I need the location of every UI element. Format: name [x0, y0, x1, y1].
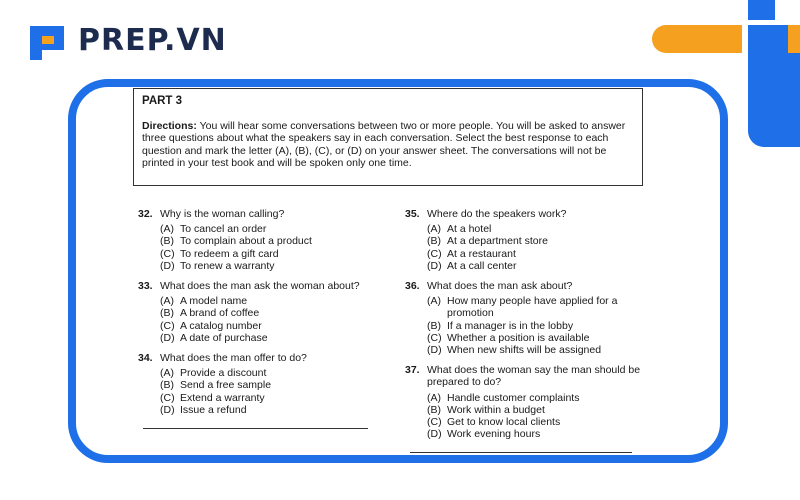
question-text: What does the man offer to do? — [160, 352, 307, 365]
option-c: (C) To redeem a gift card — [160, 247, 279, 260]
question-32 — [138, 208, 378, 272]
question-35 — [405, 208, 645, 272]
option-b: (B) To complain about a product — [160, 235, 312, 248]
option-d: (D) A date of purchase — [160, 331, 268, 344]
question-34 — [138, 352, 378, 416]
option-d: (D) Work evening hours — [427, 428, 541, 441]
option-a: (A) To cancel an order — [160, 223, 267, 236]
option-a: (A) At a hotel — [427, 223, 492, 236]
directions-paragraph — [142, 120, 634, 170]
question-number: 33. — [138, 280, 153, 293]
option-d: (D) At a call center — [427, 259, 517, 272]
questions-right-column — [405, 208, 645, 448]
answer-options — [405, 392, 645, 441]
question-36 — [405, 280, 645, 356]
question-number: 37. — [405, 364, 420, 377]
decor-orange-tip — [788, 25, 800, 53]
question-text: What does the man ask the woman about? — [160, 280, 360, 293]
question-33 — [138, 280, 378, 344]
decor-blue-tab — [748, 0, 775, 20]
question-text: Why is the woman calling? — [160, 208, 285, 220]
question-text: Where do the speakers work? — [427, 208, 567, 220]
question-text: What does the man ask about? — [427, 280, 573, 293]
option-c: (C) A catalog number — [160, 319, 262, 332]
divider-left — [143, 428, 368, 429]
option-d: (D) Issue a refund — [160, 403, 247, 416]
question-number: 34. — [138, 352, 153, 365]
option-c: (C) Get to know local clients — [427, 416, 561, 429]
option-a: (A) Provide a discount — [160, 367, 267, 380]
answer-options — [138, 223, 378, 272]
answer-options — [138, 295, 378, 344]
option-b: (B) Work within a budget — [427, 403, 545, 416]
option-b: (B) Send a free sample — [160, 379, 272, 392]
question-text: What does the woman say the man should be prepared to do? — [427, 364, 641, 389]
answer-options — [138, 367, 378, 416]
prep-logo-icon — [30, 20, 70, 60]
option-b: (B) If a manager is in the lobby — [427, 319, 574, 332]
option-a: (A) A model name — [160, 295, 248, 308]
answer-options — [405, 295, 645, 356]
option-d: (D) When new shifts will be assigned — [427, 344, 602, 357]
question-number: 32. — [138, 208, 153, 220]
option-c: (C) Whether a position is available — [427, 331, 590, 344]
brand-logo — [30, 20, 227, 60]
decor-orange-bar — [652, 25, 742, 53]
option-a: (A) Handle customer complaints — [427, 391, 580, 404]
brand-name: PREP.VN — [78, 22, 227, 58]
questions-left-column — [138, 208, 378, 424]
option-b: (B) A brand of coffee — [160, 307, 260, 320]
divider-right — [410, 452, 632, 453]
directions-text: You will hear some conversations between two or more people. You will be asked to answer three questions about what the speakers say in each conversation. Select the best response to each question and mark the letter (A), (B), (C), or (D) on your answer sheet. The conversations will not be printed in your test book and will be spoken only one time. — [142, 119, 626, 170]
option-c: (C) At a restaurant — [427, 247, 516, 260]
directions-box — [133, 88, 643, 186]
option-b: (B) At a department store — [427, 235, 548, 248]
answer-options — [405, 223, 645, 272]
directions-label: Directions: — [142, 119, 197, 132]
option-c: (C) Extend a warranty — [160, 391, 265, 404]
question-number: 35. — [405, 208, 420, 220]
option-a: (A) How many people have applied for a promotion — [427, 295, 618, 320]
part-title: PART 3 — [142, 95, 183, 107]
option-d: (D) To renew a warranty — [160, 259, 275, 272]
question-number: 36. — [405, 280, 420, 293]
question-37 — [405, 364, 645, 440]
